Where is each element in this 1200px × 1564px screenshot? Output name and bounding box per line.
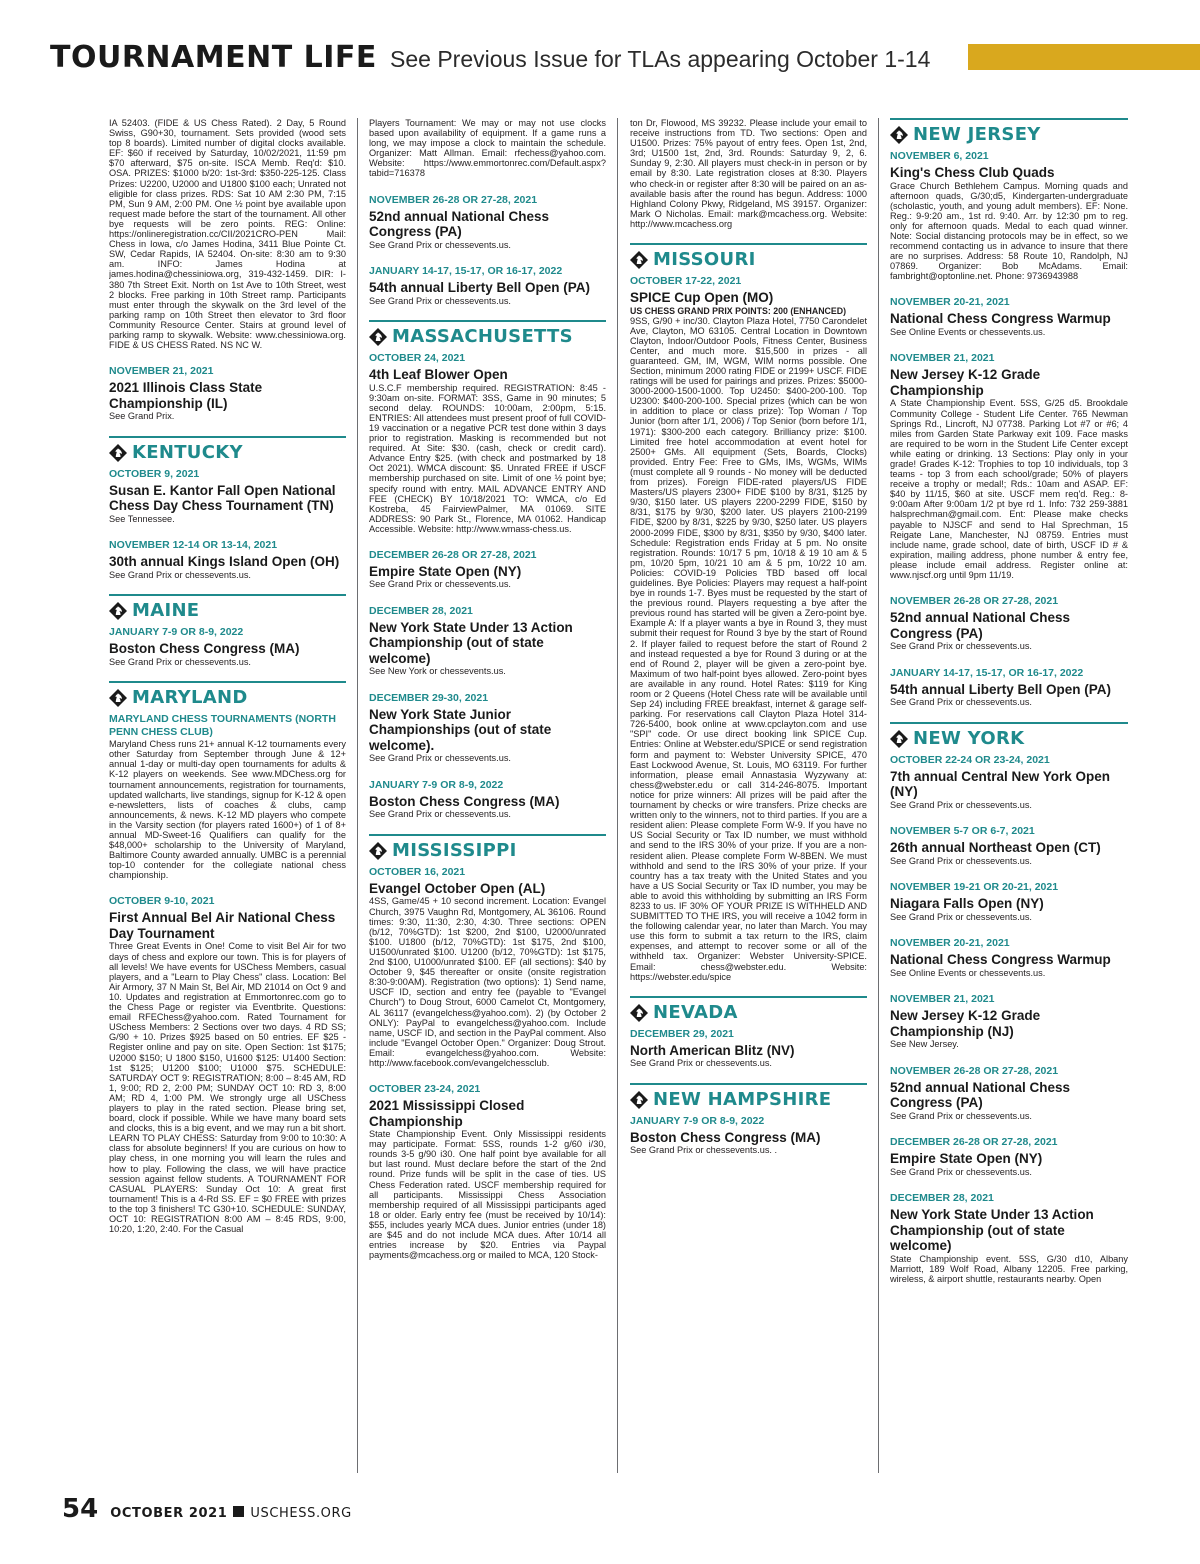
event-title: Boston Chess Congress (MA) (630, 1129, 821, 1145)
listing (109, 365, 346, 422)
event-title: 4th Leaf Blower Open (369, 367, 508, 383)
event-title: National Chess Congress Warmup (890, 311, 1111, 327)
state-heading-kentucky (109, 436, 346, 464)
event-date: JANUARY 7-9 OR 8-9, 2022 (109, 626, 244, 639)
knight-diamond-icon (630, 1091, 648, 1109)
event-title: 2021 Mississippi Closed Championship (369, 1098, 525, 1129)
section-subtitle: See Previous Issue for TLAs appearing October 1-14 (390, 46, 931, 72)
event-date: NOVEMBER 21, 2021 (890, 993, 995, 1006)
continued-listing-text: Players Tournament: We may or may not use clocks based upon availability of equipment. If a game runs a long, we may impose a clock to maintain the schedule. Organizer: Matt Allman. Email: rfechess@yahoo.com. Website: https://www.emmortonrec.com/Default.aspx?tabid=716378 (369, 118, 606, 179)
listing (369, 265, 606, 306)
listing (109, 895, 346, 1234)
header-accent-bar (968, 44, 1200, 70)
event-title: Boston Chess Congress (MA) (109, 641, 300, 657)
knight-diamond-icon (109, 689, 127, 707)
state-name: MISSOURI (653, 249, 756, 271)
listing (369, 605, 606, 677)
state-heading-missouri (630, 243, 867, 271)
event-date: JANUARY 7-9 OR 8-9, 2022 (630, 1114, 765, 1127)
event-title: Niagara Falls Open (NY) (890, 896, 1044, 912)
listing (890, 993, 1128, 1050)
event-date: JANUARY 14-17, 15-17, OR 16-17, 2022 (369, 265, 563, 278)
event-see-reference: See Grand Prix or chessevents.us. (369, 295, 511, 306)
event-title: Boston Chess Congress (MA) (369, 793, 560, 809)
column-3 (630, 118, 867, 1478)
event-title: 30th annual Kings Island Open (OH) (109, 554, 340, 570)
state-heading-maryland (109, 681, 346, 709)
listing (369, 779, 606, 820)
event-title: Empire State Open (NY) (369, 563, 522, 579)
event-details: Grace Church Bethlehem Campus. Morning quads and afternoon quads, G/30;d5, Kindergarten-undergraduate (scholastic, youth, and young adult members). EF: None. Reg.: 9-9:20 am., 1st rd. 9:40. Arr. by 12:30 pm to reg. only for afternoon quads. Medal to each quad winner. Note: Social distancing protocols may be in effect, so we recommend contacting us in advance to insure that there are no surprises. Address: 58 Route 10, Randolph, NJ 07869. Organizer: Bob McAdams. Email: fambright@optonline.net. Phone: 9736943988 (890, 180, 1128, 282)
listing (890, 1136, 1128, 1177)
listing (890, 150, 1128, 281)
continued-listing-text: ton Dr, Flowood, MS 39232. Please include your email to receive instructions from TD. Two sections: Open and U1500. Prizes: 75% payout of entry fees. Open 1st, 2nd, 3rd; U1500 1st, 2nd, 3rd. Rounds: Saturday 9, 2, 6. Sunday 9, 2:30. All players must check-in in person or by email by 8:30. Late registration closes at 8:30. Players who check-in or register after 8:30 will be paired on an as-available basis after the round has begun. Address: 1000 Highland Colony Pkwy, Ridgeland, MS 39157. Organizer: Mark O Nicholas. Email: mark@mcachess.org. Website: http://www.mcachess.org (630, 118, 867, 229)
grand-prix-points: US CHESS GRAND PRIX POINTS: 200 (ENHANCED) (630, 305, 847, 316)
listing (109, 539, 346, 580)
event-see-reference: See Grand Prix or chessevents.us. (109, 569, 251, 580)
event-date: DECEMBER 26-28 OR 27-28, 2021 (890, 1136, 1058, 1149)
event-see-reference: See Grand Prix or chessevents.us. (890, 1166, 1032, 1177)
event-title: 52nd annual National Chess Congress (PA) (369, 208, 550, 240)
listing (369, 194, 606, 251)
listing (890, 595, 1128, 652)
event-see-reference: See Tennessee. (109, 513, 175, 524)
event-date: DECEMBER 28, 2021 (890, 1192, 994, 1205)
event-date: NOVEMBER 26-28 OR 27-28, 2021 (890, 595, 1059, 608)
column-divider (617, 118, 618, 1473)
state-heading-mississippi (369, 834, 606, 862)
knight-diamond-icon (109, 602, 127, 620)
state-name: MISSISSIPPI (392, 839, 517, 861)
column-divider (357, 118, 358, 1473)
event-date: NOVEMBER 6, 2021 (890, 150, 989, 162)
event-title: 52nd annual National Chess Congress (PA) (890, 1079, 1071, 1111)
event-see-reference: See Grand Prix or chessevents.us. (369, 239, 511, 250)
event-see-reference: See Grand Prix or chessevents.us. . (630, 1145, 778, 1156)
event-details: U.S.C.F membership required. REGISTRATION: 8:45 - 9:30am on-site. FORMAT: 3SS, Game in 90 minutes; 5 second delay. ROUNDS: 10:00am, 2:00pm, 5:15. ENTRIES: All attendees must present proof of full COVID-19 vaccination or a negative PCR test done within 3 days prior to registration. Masking is recommended but not required. At Site: $30. (cash, check or credit card). Advance Entry $25. (with check and postmarked by 18 Oct 2021). WMCA discount: $5. Unrated FREE if USCF membership purchased on site. Limit of one ½ point bye; specify round with entry. MAIL ADVANCE ENTRY AND FEE (CHECK) BY 10/18/2021 TO: WMCA, c/o Ed Kostreba, 45 FairviewPalmer, MA 01069. SITE ADDRESS: 90 Park St., Florence, MA 01062. Handicap Accessible. Website: http://www.wmass-chess.us. (369, 382, 606, 534)
site-url: USCHESS.ORG (250, 1506, 352, 1521)
event-title: 7th annual Central New York Open (NY) (890, 768, 1111, 800)
knight-diamond-icon (890, 126, 908, 144)
event-title: Evangel October Open (AL) (369, 880, 546, 896)
event-title: King's Chess Club Quads (890, 165, 1055, 180)
event-date: OCTOBER 24, 2021 (369, 352, 466, 365)
event-title: National Chess Congress Warmup (890, 952, 1111, 968)
event-see-reference: See Grand Prix or chessevents.us. (890, 1110, 1032, 1121)
event-date: OCTOBER 9, 2021 (109, 467, 200, 480)
event-details: 4SS, Game/45 + 10 second increment. Location: Evangel Church, 3975 Vaughn Rd, Montgomery, AL 36106. Round times: 9:30, 11:30, 2:30, 4:30. Three sections: OPEN (b/12, 70%GTD): 1st $200, 2nd $100, U2000/unrated $100. U1800 (b/12, 70%GTD): 1st $175, 2nd $100, U1500/unrated $100. U1200 (b/12, 70%GTD): 1st $175, 2nd $100, U1000/unrated $100. EF (all sections): $40 by October 9, $45 thereafter or onsite (onsite registration 8:30-9:00AM). Registration (two options): 1) Send name, USCF ID, section and entry fee (payable to "Evangel Church") to Doug Strout, 6000 Camelot Ct, Montgomery, AL 36117 (evangelchess@yahoo.com). 2) (by October 2 ONLY): PayPal to evangelchess@yahoo.com. Include name, USCF ID, and section in the PayPal comment. Also include "Evangel October Open." Organizer: Doug Strout. Email: evangelchess@yahoo.com. Website: http://www.facebook.com/evangelchessclub. (369, 896, 606, 1068)
event-date: DECEMBER 28, 2021 (369, 604, 473, 617)
event-see-reference: See Grand Prix. (109, 411, 175, 422)
event-date: DECEMBER 29, 2021 (630, 1027, 734, 1040)
listing (630, 1028, 867, 1069)
event-title: 52nd annual National Chess Congress (PA) (890, 610, 1071, 641)
column-4 (890, 118, 1128, 1478)
listing (369, 866, 606, 1068)
event-date: NOVEMBER 21, 2021 (109, 365, 214, 378)
listing (890, 1192, 1128, 1284)
listing (890, 1065, 1128, 1122)
event-date: JANUARY 7-9 OR 8-9, 2022 (369, 778, 504, 791)
event-title: Empire State Open (NY) (890, 1151, 1043, 1167)
event-title: 26th annual Northeast Open (CT) (890, 840, 1101, 856)
event-see-reference: See Grand Prix or chessevents.us. (890, 641, 1032, 652)
event-title: First Annual Bel Air National Chess Day Tournament (109, 910, 336, 941)
event-details: A State Championship Event. 5SS, G/25 d5. Brookdale Community College - Student Life Center. 765 Newman Springs Rd., Lincroft, NJ 07738. Parking Lot #7 or #6; 4 miles from Garden State Parkway exit 109. Face masks are required to be worn in the Student Life Center except while eating or drinking. 13 Sections: Play only in your grade! Grades K-12: Trophies to top 10 individuals, top 3 teams - top 3 from each school/grade; 50% of players receive a trophy or medal!; Rds.: 10am and ASAP. EF: $40 by 11/15, $60 at site. USCF mem req'd. Reg.: 8-9:00am After 9:00am 1/2 pt bye rd 1. Info: 732 259-3881 halsprechman@gmail.com. Ent: Please make checks payable to NJSCF and send to Hal Sprechman, 15 Reigate Lane, Manchester, NJ 08759. Entries must include name, grade school, date of birth, USCF ID # & expiration, mailing address, phone number & entry fee, please include email address. Register online at: www.njscf.org until 9pm 11/19. (890, 398, 1128, 581)
event-date: NOVEMBER 26-28 OR 27-28, 2021 (890, 1064, 1059, 1077)
state-name: NEW HAMPSHIRE (653, 1088, 832, 1110)
knight-diamond-icon (890, 730, 908, 748)
event-date: NOVEMBER 21, 2021 (890, 352, 995, 365)
event-title: SPICE Cup Open (MO) (630, 290, 774, 306)
event-see-reference: See Online Events or chessevents.us. (890, 967, 1046, 978)
knight-diamond-icon (369, 842, 387, 860)
column-divider (878, 118, 879, 1473)
page-footer (62, 1494, 352, 1530)
knight-diamond-icon (630, 1004, 648, 1022)
state-heading-nevada (630, 996, 867, 1024)
state-name: MASSACHUSETTS (392, 326, 573, 348)
event-date: NOVEMBER 20-21, 2021 (890, 296, 1010, 309)
listing (630, 1115, 867, 1156)
event-see-reference: See Grand Prix or chessevents.us. (109, 656, 251, 667)
listing (369, 1083, 606, 1260)
listing (890, 754, 1128, 811)
section-title: TOURNAMENT LIFE (50, 40, 377, 75)
column-1 (109, 118, 346, 1478)
event-see-reference: See Online Events or chessevents.us. (890, 326, 1046, 337)
listing (890, 352, 1128, 580)
event-details: State Championship Event. Only Mississippi residents may participate. Format: 5SS, rounds 1-2 g/60 i/30, rounds 3-5 g/90 i30. One half point bye available for all but last round. Must declare before the start of the 2nd round. Prize funds will be split in the case of ties. US Chess Federation rated. USCF membership required for all participants. Mississippi Chess Association membership required of all Mississippi participants aged 18 or older. Early entry fee (must be received by 10/14): $55, includes yearly MCA dues. Junior entries (under 18) are $45 and do not include MCA dues. After 10/14 all entries increase by $20. Entries via Paypal payments@mcachess.org or mailed to MCA, 120 Stock- (369, 1129, 606, 1261)
event-title: 54th annual Liberty Bell Open (PA) (369, 280, 591, 296)
listing (630, 275, 867, 982)
state-name: NEW YORK (913, 727, 1025, 749)
issue-date: OCTOBER 2021 (110, 1506, 228, 1521)
state-heading-new-york (890, 722, 1128, 750)
event-date: NOVEMBER 19-21 OR 20-21, 2021 (890, 881, 1059, 894)
event-see-reference: See Grand Prix or chessevents.us. (890, 855, 1032, 866)
event-date: MARYLAND CHESS TOURNAMENTS (NORTH PENN CHESS CLUB) (109, 713, 336, 739)
event-details: 9SS, G/90 + inc/30. Clayton Plaza Hotel, 7750 Carondelet Ave, Clayton, MO 63105. Central Location in Downtown Clayton, Indoor/Outdoor Pools, Fitness Center, Business Center, and much more. $15,500 in prizes - all guaranteed. GM, IM, WGM, WIM norms possible. One Section, minimum 2000 rating FIDE or 2199+ USCF. FIDE ratings will be used for pairings and prizes. Prizes: $5000-3000-2000-1500-1000. Top U2450: $400-200-100. Top U2300: $400-200-100. Special prizes (which can be won in addition to place or class prize): Top Woman / Top Junior (born after 1/1, 2006) / Top Senior (born before 1/1, 1971): $300-200 each category. Brilliancy prize: $100. Limited free hotel accommodation at event hotel for 2500+ GMs. All equipment (Sets, Boards, Clocks) provided. Entry Fee: Free to GMs, IMs, WGMs, WIMs (must complete all 9 rounds - No money will be deducted from prizes). Foreign FIDE-rated players/US FIDE Masters/US players 2300+ FIDE $100 by 8/31, $125 by 9/30, $150 later. US players 2200-2299 FIDE, $150 by 8/31, $175 by 9/30, $200 later. US players 2100-2199 FIDE, $200 by 8/31, $225 by 9/30, $250 later. US players 2000-2099 FIDE, $300 by 8/31, $350 by 9/30, $400 later. Schedule: Registration ends Friday at 5 pm. No onsite registration. Rounds: 10/17 5 pm, 10/18 & 19 10 am & 5 pm, 10/20 5pm, 10/21 10 am & 5 pm, 10/22 10 am. Policies: COVID-19 Policies TBD based off local guidelines. Bye Policies: Players may request a half-point bye in rounds 1-7. Byes must be requested by the start of the previous round. Players requesting a bye after the previous round has started will be given a Zero-point bye. Example A: If a player wants a bye in Round 3, they must submit their request for Round 3 bye by the start of Round 2. If player failed to request before the start of Round 2 and instead requested a bye for Round 3 during or at the end of Round 2, player will be given a zero-point bye. Maximum of two half-point byes allowed. Zero-point byes are available in any round. Hotel Rates: $119 for King room or 2 Queens (Hotel Chess rate will be available until Sep 24) including FREE breakfast, internet & garage self-parking. For reservations call Clayton Plaza Hotel 314-726-5400, book online at www.cpclayton.com and use "SPI" code. Or use direct booking link SPICE Cup. Entries: Online at Webster.edu/SPICE or send registration form and payment to: Webster University SPICE, 470 East Lockwood Avenue, St. Louis, MO 63119. For further information, please email Annastasia Wyzywany at: chess@webster.edu or call 314-246-8075. Important notice for prize winners: All prizes will be paid after the tournament by checks or wire transfers. Prize checks are written only to the winners, not to third parties. If you are a resident alien: Please complete Form W-9. If you have no US Social Security or Tax ID number, we must withhold and send to the IRS 30% of your prize. If you are a non-resident alien. Please complete Form W-8BEN. We must withhold and send to the IRS 30% of your prize. If your country has a tax treaty with the United States and you have a US Social Security or Tax ID number, you may be able to avoid this withholding by submitting an IRS Form 8233 to us. IF 30% OF YOUR PRIZE IS WITHHELD AND SUBMITTED TO THE IRS, you will receive a 1042 form in the following calendar year, no later than March. You may use this form to submit a tax return to the IRS, claim expenses, and attempt to recover some or all of the withheld tax. Organizer: Webster University-SPICE. Email: chess@webster.edu. Website: https://webster.edu/spice (630, 315, 867, 982)
state-heading-new-jersey (890, 118, 1128, 146)
event-title: New York State Under 13 Action Championship (out of state welcome) (890, 1207, 1094, 1254)
event-details: State Championship event. 5SS, G/30 d10, Albany Marriott, 189 Wolf Road, Albany 12205. Free parking, wireless, & airport shuttle, restaurants nearby. Open (890, 1253, 1128, 1284)
event-date: NOVEMBER 5-7 OR 6-7, 2021 (890, 825, 1035, 838)
state-name: MAINE (132, 600, 200, 622)
event-see-reference: See Grand Prix or chessevents.us. (369, 809, 511, 820)
event-date: OCTOBER 16, 2021 (369, 865, 466, 878)
event-date: NOVEMBER 20-21, 2021 (890, 937, 1010, 950)
event-date: DECEMBER 26-28 OR 27-28, 2021 (369, 548, 537, 561)
footer-separator (233, 1506, 244, 1517)
event-date: DECEMBER 29-30, 2021 (369, 691, 489, 704)
event-title: New Jersey K-12 Grade Championship (890, 367, 1041, 398)
event-title: New Jersey K-12 Grade Championship (NJ) (890, 1008, 1041, 1039)
event-see-reference: See Grand Prix or chessevents.us. (369, 753, 511, 764)
listing (890, 667, 1128, 708)
state-heading-massachusetts (369, 320, 606, 348)
listing (890, 825, 1128, 866)
state-name: MARYLAND (132, 687, 248, 709)
listing (109, 626, 346, 667)
knight-diamond-icon (369, 328, 387, 346)
event-see-reference: See New Jersey. (890, 1039, 959, 1050)
event-date: OCTOBER 17-22, 2021 (630, 275, 742, 288)
event-date: NOVEMBER 12-14 OR 13-14, 2021 (109, 539, 278, 552)
event-date: NOVEMBER 26-28 OR 27-28, 2021 (369, 193, 538, 206)
event-title: Susan E. Kantor Fall Open National Chess Day Chess Tournament (TN) (109, 482, 336, 514)
event-see-reference: See Grand Prix or chessevents.us. (890, 697, 1032, 708)
event-date: OCTOBER 9-10, 2021 (109, 895, 215, 908)
event-see-reference: See Grand Prix or chessevents.us. (890, 799, 1032, 810)
event-date: JANUARY 14-17, 15-17, OR 16-17, 2022 (890, 666, 1084, 679)
listing (369, 549, 606, 590)
state-heading-maine (109, 594, 346, 622)
column-2 (369, 118, 606, 1478)
listing (109, 468, 346, 525)
event-date: OCTOBER 22-24 OR 23-24, 2021 (890, 753, 1050, 766)
listing (369, 692, 606, 764)
listing (890, 881, 1128, 922)
state-name: NEW JERSEY (913, 124, 1041, 145)
continued-listing-text: IA 52403. (FIDE & US Chess Rated). 2 Day, 5 Round Swiss, G90+30, tournament. Sets provided (wood sets top 8 boards). Limited number of digital clocks available. EF: $60 if received by Saturday, 10/02/2021, 11:59 pm $70 afterward, $75 on-site. ISCA Memb. Req'd: $10. OSA. PRIZES: $1000 b/20: 1st-3rd: $350-225-125. Class Prizes: U2200, U2000 and U1800 $100 each; Unrated not eligible for class prizes. RDS: Sat 10 AM 2:30 PM, 7:15 PM, Sun 9 AM, 2:00 PM. One ½ point bye available upon request made before the start of the tournament. All other bye requests will be zero points. REG: Online: https://onlineregistration.cc/CII/2021CRO-PEN Mail: Chess in Iowa, c/o James Hodina, 3411 Blue Pointe Ct. SW, Cedar Rapids, IA 52404. On-site: 8:30 am to 9:30 am. INFO: James Hodina at james.hodina@chessiniowa.org, 319-432-1459. DIR: I-380 7th Street Exit. North on 1st Ave to 10th Street, west 2 blocks. Free parking in 10th Street ramp. Participants must enter through the skywalk on the 3rd level of the parking ramp on 10th Street then elevator to 3rd floor Community Resource Center. Stairs at ground level of parking ramp to skywalk. Website: www.chessiniowa.org. FIDE & US CHESS Rated. NS NC W. (109, 118, 346, 351)
listing (890, 296, 1128, 337)
event-see-reference: See New York or chessevents.us. (369, 666, 506, 677)
state-name: NEVADA (653, 1001, 738, 1023)
event-date: OCTOBER 23-24, 2021 (369, 1083, 481, 1096)
knight-diamond-icon (630, 251, 648, 269)
event-see-reference: See Grand Prix or chessevents.us. (630, 1058, 772, 1069)
event-title: New York State Junior Championships (out of state welcome). (369, 706, 552, 753)
listing (109, 713, 346, 880)
event-see-reference: See Grand Prix or chessevents.us. (369, 579, 511, 590)
page-header (50, 40, 1200, 76)
state-name: KENTUCKY (132, 441, 243, 463)
listing (369, 352, 606, 534)
event-title: 2021 Illinois Class State Championship (IL) (109, 380, 263, 411)
state-heading-new-hampshire (630, 1083, 867, 1111)
event-see-reference: See Grand Prix or chessevents.us. (890, 911, 1032, 922)
page-number: 54 (62, 1494, 99, 1524)
event-title: 54th annual Liberty Bell Open (PA) (890, 681, 1112, 697)
event-title: New York State Under 13 Action Championship (out of state welcome) (369, 619, 573, 666)
knight-diamond-icon (109, 444, 127, 462)
listing (890, 937, 1128, 978)
event-title: North American Blitz (NV) (630, 1042, 795, 1058)
event-details: Three Great Events in One! Come to visit Bel Air for two days of chess and explore our town. This is for players of all levels! We have events for USChess Members, casual players, and a "Learn to Play Chess" class. Location: Bel Air Armory, 37 N Main St, Bel Air, MD 21014 on Oct 9 and 10. Updates and registration at Emmortonrec.com go to the Chess Page or register via Eventbrite. Questions: email RFEChess@yahoo.com. Rated Tournament for USchess Members: 2 Sections over two days. 4 RD SS; G/90 + 10. Prizes $925 based on 50 entries. EF $25 - Register online and pay on site. Open Section: 1st $175; U2000 $150; U 1800 $150, U1600 $125: U1400 Section: 1st $125; U1200 $100; U1000 $75. SCHEDULE: SATURDAY OCT 9: REGISTRATION; 8:00 – 8:45 AM, RD 1, 9:00; RD 2, 2:00 PM; SUNDAY OCT 10: RD 3, 8:00 AM; RD 4, 1:00 PM. We strongly urge all USChess players to play in the rated section. Please bring set, board, clock if possible. While we have many board sets and clocks, this is a big event, and we may run a bit short. LEARN TO PLAY CHESS: Saturday from 9:00 to 10:30: A class for absolute beginners! If you are curious on how to play chess, in one morning you will learn the rules and how to play. Following the class, we will have practice session against fellow students. A TOURNAMENT FOR CASUAL PLAYERS: Sunday Oct 10: A great first tournament! This is a 4-Rd SS. EF = $0 FREE with prizes to the top 3 finishers! TC G30+10. SCHEDULE: SUNDAY, OCT 10: REGISTRATION 8:00 AM – 8:45 RDS, 9:00, 10:20, 1:20, 2:40. For the Casual (109, 941, 346, 1235)
event-details: Maryland Chess runs 21+ annual K-12 tournaments every other Saturday from September through June & 12+ annual 1-day or multi-day open tournaments for adults & K-12 players on weekends. See www.MDChess.org for tournament announcements, registration for tournaments, updated wallcharts, live standings, signup for K-12 & open e-newsletters, lists of coaches & clubs, camp announcements, & news. K-12 MD players who compete in the Varsity section (for players rated 1600+) of 1 of 8+ annual MD-Sweet-16 Qualifiers can qualify for the $48,000+ scholarship to the University of Maryland, Baltimore County awarded annually. UMBC is a perennial top-10 contender for the collegiate national chess championship. (109, 739, 346, 881)
